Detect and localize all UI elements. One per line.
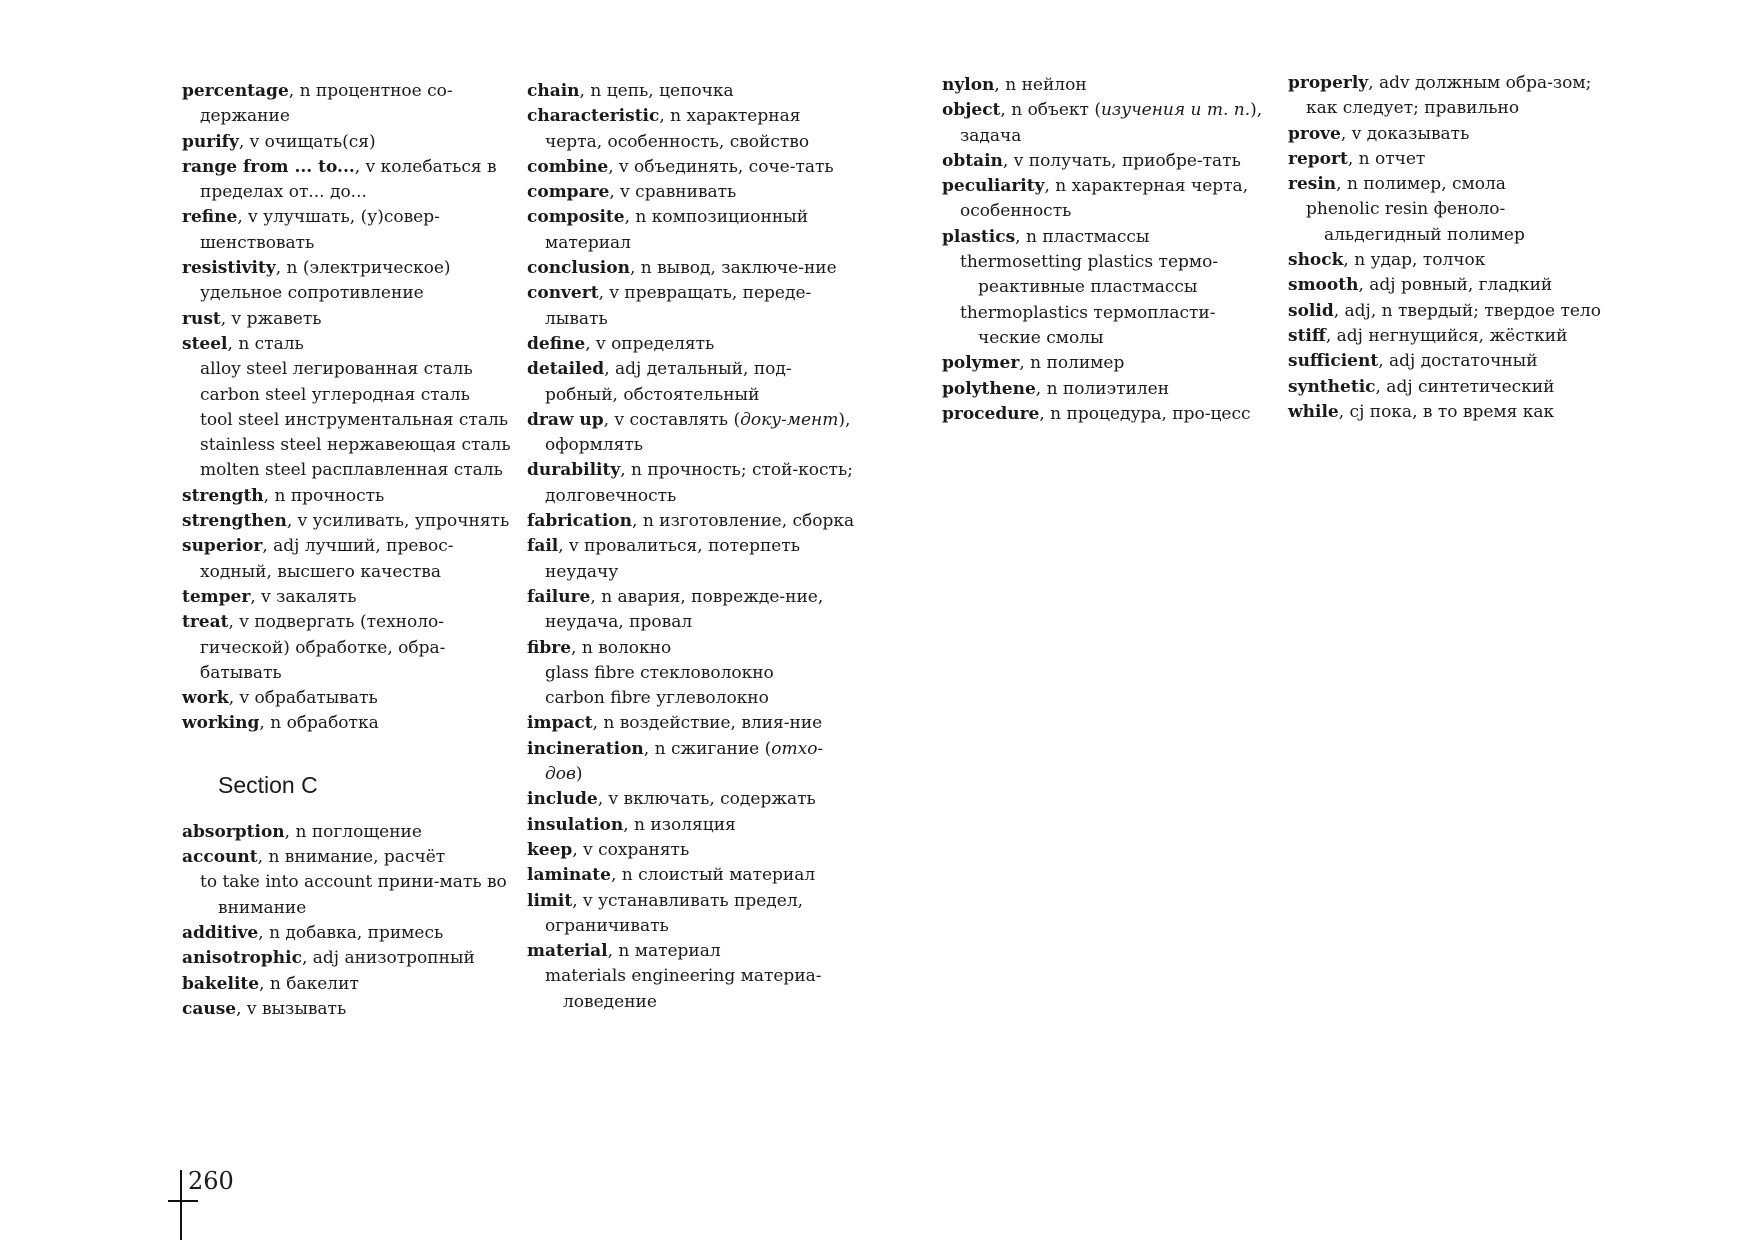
definition: , n изоляция <box>623 814 736 835</box>
headword: obtain <box>942 150 1003 171</box>
headword: draw up <box>527 409 604 430</box>
glossary-entry <box>182 946 512 971</box>
definition: , adj негнущийся, жёсткий <box>1325 325 1568 346</box>
definition: , n волокно <box>571 637 672 658</box>
headword: insulation <box>527 814 624 835</box>
definition: , n полимер <box>1019 353 1125 374</box>
headword: percentage <box>182 81 289 101</box>
definition: , n прочность; стой-кость; долговечность <box>545 460 853 506</box>
definition: , n объект ( <box>1000 100 1101 121</box>
glossary-entry <box>942 174 1272 225</box>
definition: , v вызывать <box>236 998 347 1019</box>
headword: solid <box>1288 300 1334 321</box>
glossary-entry <box>182 484 512 509</box>
headword: material <box>527 941 608 962</box>
headword: resistivity <box>182 258 276 279</box>
glossary-entry <box>182 972 512 997</box>
glossary-entry <box>527 838 857 863</box>
definition: , n пластмассы <box>1015 226 1150 247</box>
definition: , adv должным обра-зом; как следует; правильно <box>1306 73 1592 119</box>
headword: polythene <box>942 378 1036 399</box>
definition: , adj синтетический <box>1375 376 1555 397</box>
headword: purify <box>182 131 239 152</box>
glossary-entry <box>182 845 512 870</box>
glossary-entry <box>1288 248 1618 273</box>
glossary-entry <box>527 104 857 155</box>
definition: , n обработка <box>259 713 379 734</box>
headword: define <box>527 333 586 354</box>
headword: report <box>1288 148 1348 169</box>
glossary-entry <box>1288 299 1618 324</box>
definition: , adj ровный, гладкий <box>1358 275 1553 296</box>
definition: , v очищать(ся) <box>238 131 376 152</box>
headword: refine <box>182 207 238 228</box>
headword: additive <box>182 922 259 943</box>
definition: , n характерная черта, особенность, свойство <box>545 106 810 152</box>
glossary-entry <box>1288 71 1618 122</box>
definition: , n процедура, про-цесс <box>1039 403 1251 424</box>
headword: combine <box>527 156 609 177</box>
headword: steel <box>182 333 228 354</box>
definition-italic: отхо-дов <box>545 738 824 785</box>
glossary-entry <box>942 149 1272 174</box>
glossary-entry <box>527 180 857 205</box>
glossary-entry <box>527 889 857 940</box>
glossary-column-1 <box>182 79 512 1022</box>
headword: composite <box>527 207 625 228</box>
glossary-entry <box>527 813 857 838</box>
headword: synthetic <box>1288 376 1376 397</box>
glossary-entry <box>942 73 1272 98</box>
definition: , n бакелит <box>259 973 359 994</box>
glossary-entry <box>527 281 857 332</box>
definition: , adj достаточный <box>1378 351 1538 372</box>
glossary-entry <box>527 332 857 357</box>
glossary-entry <box>942 98 1272 149</box>
glossary-entry <box>527 787 857 812</box>
glossary-entry <box>527 458 857 509</box>
glossary-entry <box>1288 375 1618 400</box>
glossary-entry <box>527 939 857 964</box>
definition: , v улучшать, (у)совер-шенствовать <box>200 207 440 253</box>
glossary-entry <box>1288 324 1618 349</box>
glossary-subentry: phenolic resin феноло-альдегидный полимер <box>1306 199 1525 245</box>
glossary-entry <box>1288 172 1618 197</box>
headword: while <box>1288 401 1339 422</box>
glossary-entry <box>942 351 1272 376</box>
headword: treat <box>182 612 229 633</box>
definition: , v объединять, соче-тать <box>608 156 834 177</box>
glossary-entry <box>182 509 512 534</box>
definition: , v закалять <box>250 586 357 607</box>
headword: convert <box>527 283 599 304</box>
headword: procedure <box>942 403 1040 424</box>
headword: failure <box>527 586 591 607</box>
glossary-subentry: to take into account прини-мать во внимание <box>200 872 507 918</box>
definition: , v включать, содержать <box>597 789 816 810</box>
definition: , cj пока, в то время как <box>1338 401 1555 422</box>
glossary-column-4 <box>1288 71 1618 425</box>
glossary-subentry: molten steel расплавленная сталь <box>200 460 503 481</box>
glossary-entry <box>1288 122 1618 147</box>
glossary-entry <box>182 585 512 610</box>
definition: , n слоистый материал <box>610 865 816 886</box>
glossary-entry <box>182 921 512 946</box>
crop-mark-vertical <box>180 1170 182 1240</box>
definition: , n композиционный материал <box>545 207 809 253</box>
definition: , v устанавливать предел, ограничивать <box>545 890 804 936</box>
headword: fabrication <box>527 511 633 532</box>
crop-mark-horizontal <box>168 1200 198 1202</box>
glossary-entry <box>182 686 512 711</box>
glossary-entry <box>527 737 857 788</box>
page-number: 260 <box>188 1167 234 1195</box>
definition: , v сохранять <box>572 839 690 860</box>
definition: , n прочность <box>263 485 385 506</box>
definition: , n процентное со-держание <box>200 81 453 127</box>
definition: , adj лучший, превос-ходный, высшего качества <box>200 536 454 582</box>
glossary-entry <box>942 225 1272 250</box>
glossary-subentry: tool steel инструментальная сталь <box>200 409 509 430</box>
glossary-entry <box>182 256 512 307</box>
section-heading: Section C <box>218 771 318 798</box>
definition: , n (электрическое) удельное сопротивление <box>200 258 451 304</box>
glossary-column-3 <box>942 73 1272 427</box>
glossary-subentry: alloy steel легированная сталь <box>200 359 473 380</box>
glossary-entry <box>527 534 857 585</box>
headword: account <box>182 847 258 868</box>
definition: , n авария, поврежде-ние, неудача, провал <box>545 586 824 633</box>
headword: rust <box>182 308 221 329</box>
glossary-entry <box>182 332 512 357</box>
glossary-entry <box>942 377 1272 402</box>
glossary-column-2 <box>527 79 857 1015</box>
glossary-entry <box>527 636 857 661</box>
glossary-entry <box>527 408 857 459</box>
definition: , v составлять ( <box>603 409 741 430</box>
glossary-subentry: thermosetting plastics термо-реактивные пластмассы <box>960 252 1219 298</box>
definition: , n внимание, расчёт <box>257 847 446 868</box>
glossary-entry <box>182 820 512 845</box>
definition: , v усиливать, упрочнять <box>286 511 510 532</box>
definition: , adj, n твердый; твердое тело <box>1333 300 1601 321</box>
definition: , n характерная черта, особенность <box>960 176 1249 222</box>
definition: , v сравнивать <box>609 182 737 203</box>
glossary-entry <box>527 79 857 104</box>
headword: sufficient <box>1288 351 1379 372</box>
glossary-subentry: glass fibre стекловолокно <box>545 662 774 683</box>
glossary-entry <box>1288 400 1618 425</box>
definition: , n отчет <box>1347 148 1426 169</box>
glossary-subentry: carbon steel углеродная сталь <box>200 384 470 405</box>
glossary-entry <box>527 585 857 636</box>
glossary-entry <box>527 357 857 408</box>
definition-tail: ), оформлять <box>545 409 851 456</box>
definition: , n сжигание ( <box>643 738 772 759</box>
definition: , v превращать, переде-лывать <box>545 283 812 329</box>
glossary-entry <box>527 205 857 256</box>
definition: , v доказывать <box>1340 123 1470 144</box>
glossary-entry <box>942 402 1272 427</box>
definition: , adj детальный, под-робный, обстоятельный <box>545 359 792 405</box>
headword: temper <box>182 586 251 607</box>
headword: stiff <box>1288 325 1326 346</box>
glossary-entry <box>1288 273 1618 298</box>
definition: , n цепь, цепочка <box>579 81 734 101</box>
headword: work <box>182 688 229 709</box>
definition: , n сталь <box>227 333 304 354</box>
definition: , v подвергать (техноло-гической) обработке, обра-батывать <box>200 612 446 683</box>
glossary-entry <box>1288 147 1618 172</box>
headword: polymer <box>942 353 1020 374</box>
headword: chain <box>527 81 580 101</box>
headword: characteristic <box>527 106 660 127</box>
definition: , n полимер, смола <box>1336 174 1506 195</box>
headword: working <box>182 713 260 734</box>
headword: strength <box>182 485 264 506</box>
glossary-entry <box>182 610 512 686</box>
definition: , adj анизотропный <box>301 948 475 969</box>
headword: conclusion <box>527 258 630 279</box>
glossary-subentry: stainless steel нержавеющая сталь <box>200 435 511 456</box>
definition: , n изготовление, сборка <box>632 511 855 532</box>
glossary-entry <box>182 997 512 1022</box>
headword: range from ... to... <box>182 156 355 177</box>
definition: , v обрабатывать <box>228 688 378 709</box>
definition-tail: ), задача <box>960 100 1263 146</box>
glossary-entry <box>182 130 512 155</box>
definition: , v получать, приобре-тать <box>1002 150 1241 171</box>
glossary-entry <box>182 307 512 332</box>
glossary-entry <box>182 205 512 256</box>
headword: bakelite <box>182 973 260 994</box>
definition: , v колебаться в пределах от... до... <box>200 156 497 203</box>
glossary-subentry: materials engineering материа-ловедение <box>545 966 822 1012</box>
glossary-entry <box>1288 349 1618 374</box>
headword: incineration <box>527 738 644 759</box>
headword: prove <box>1288 123 1341 144</box>
definition: , n поглощение <box>284 821 422 842</box>
glossary-subentry: carbon fibre углеволокно <box>545 688 769 709</box>
glossary-entry <box>182 155 512 206</box>
headword: cause <box>182 998 237 1019</box>
glossary-subentry: thermoplastics термопласти-ческие смолы <box>960 302 1216 348</box>
definition: , n полиэтилен <box>1035 378 1170 399</box>
definition: , n нейлон <box>994 75 1087 95</box>
glossary-entry <box>182 534 512 585</box>
headword: anisotrophic <box>182 948 302 969</box>
headword: nylon <box>942 75 995 95</box>
glossary-entry <box>182 79 512 130</box>
definition: , n вывод, заключе-ние <box>629 258 837 279</box>
headword: superior <box>182 536 263 557</box>
glossary-entry <box>527 155 857 180</box>
headword: impact <box>527 713 593 734</box>
definition-italic: изучения и т. п. <box>1100 100 1251 121</box>
headword: limit <box>527 890 573 911</box>
headword: laminate <box>527 865 611 886</box>
definition: , n удар, толчок <box>1343 250 1486 271</box>
glossary-entry <box>182 711 512 736</box>
headword: durability <box>527 460 621 481</box>
definition: , v ржаветь <box>220 308 322 329</box>
headword: properly <box>1288 73 1369 93</box>
glossary-entry <box>527 509 857 534</box>
definition: , n добавка, примесь <box>258 922 444 943</box>
headword: peculiarity <box>942 176 1045 197</box>
headword: detailed <box>527 359 605 380</box>
definition: , n материал <box>607 941 721 962</box>
headword: smooth <box>1288 275 1359 296</box>
headword: object <box>942 100 1001 121</box>
headword: compare <box>527 182 610 203</box>
definition-tail: ) <box>575 764 583 785</box>
headword: fibre <box>527 637 572 658</box>
headword: plastics <box>942 226 1016 247</box>
headword: shock <box>1288 250 1344 271</box>
headword: fail <box>527 536 559 557</box>
glossary-entry <box>527 711 857 736</box>
headword: resin <box>1288 174 1337 195</box>
headword: include <box>527 789 598 810</box>
headword: strengthen <box>182 511 287 532</box>
definition: , v определять <box>585 333 715 354</box>
headword: absorption <box>182 821 285 842</box>
definition-italic: доку-мент <box>740 409 839 430</box>
headword: keep <box>527 839 573 860</box>
glossary-entry <box>527 863 857 888</box>
glossary-entry <box>527 256 857 281</box>
definition: , n воздействие, влия-ние <box>592 713 823 734</box>
definition: , v провалиться, потерпеть неудачу <box>545 536 801 582</box>
